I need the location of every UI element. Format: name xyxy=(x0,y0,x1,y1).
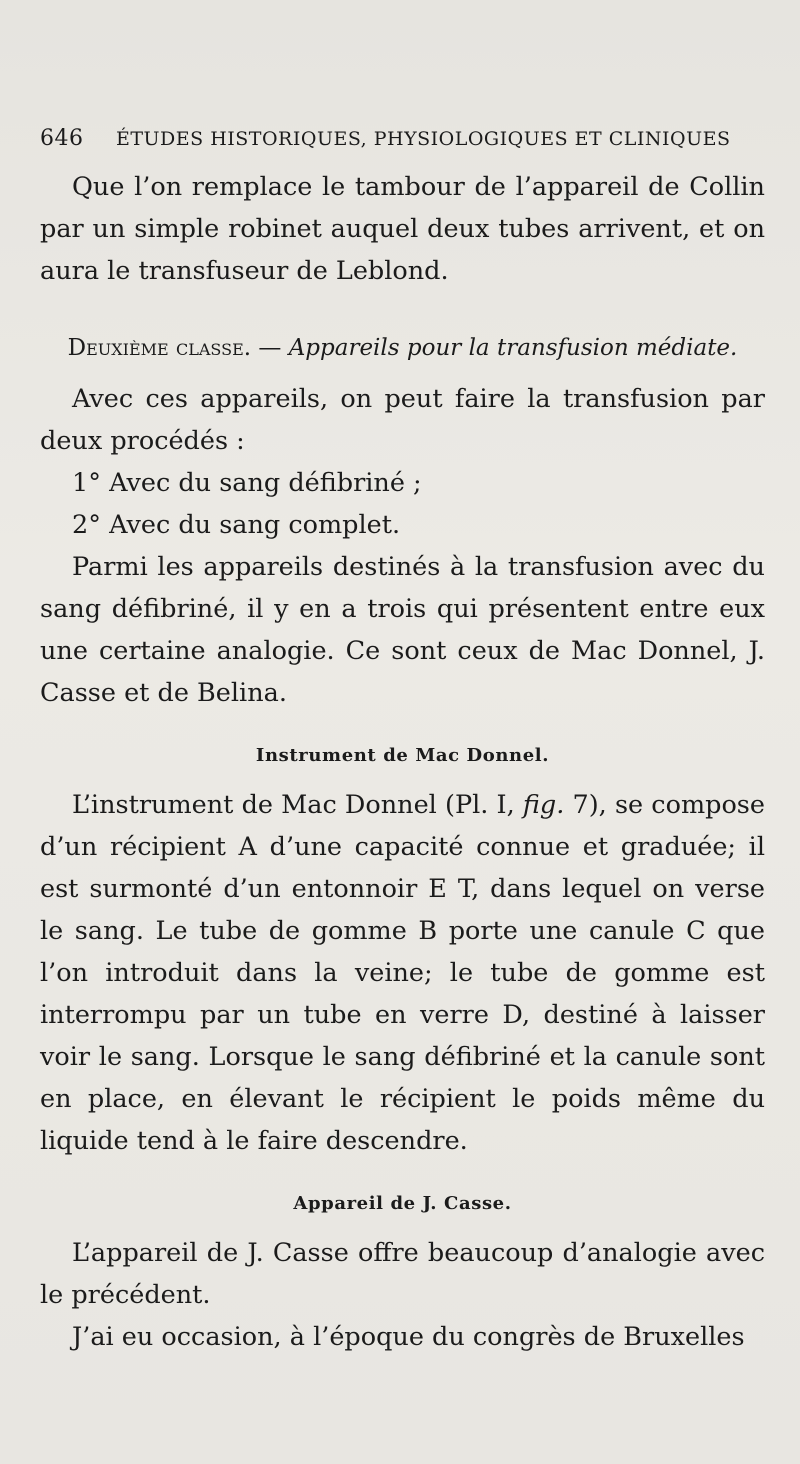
classe-title: Appareils pour la transfusion médiate. xyxy=(288,335,738,361)
paragraph-casse: L’appareil de J. Casse offre beaucoup d’analogie avec le précédent. xyxy=(40,1238,765,1310)
list-item-complet: 2° Avec du sang complet. xyxy=(72,510,401,540)
paragraph-bruxelles: J’ai eu occasion, à l’époque du congrès de Bruxelles xyxy=(72,1322,745,1352)
list-item-defibrine: 1° Avec du sang défibriné ; xyxy=(72,468,422,498)
paragraph-procedes: Avec ces appareils, on peut faire la transfusion par deux procédés : xyxy=(40,384,765,456)
mac-donnel-text-b: 7), se compose d’un récipient A d’une capacité connue et graduée; il est surmonté d’un entonnoir E T, dans lequel on verse le sang. Le tube de gomme B porte une canule C que l’on introduit dans la veine; le tube de gomme est interrompu par un tube en verre D, destiné à laisser voir le sang. Lorsque le sang défibriné et la canule sont en place, en élevant le récipient le poids même du liquide tend à le faire descendre. xyxy=(40,790,765,1156)
mac-donnel-text-a: L’instrument de Mac Donnel (Pl. I, xyxy=(72,790,523,820)
section-title-deuxieme-classe xyxy=(40,332,765,364)
paragraph-leblond: Que l’on remplace le tambour de l’appareil de Collin par un simple robinet auquel deux tubes arrivent, et on aura le transfuseur de Leblond. xyxy=(40,172,765,286)
running-head: ÉTUDES HISTORIQUES, PHYSIOLOGIQUES ET CLINIQUES xyxy=(116,128,731,150)
page-header xyxy=(40,120,760,150)
classe-lead: Deuxième classe. xyxy=(67,335,252,361)
page-number: 646 xyxy=(40,126,84,151)
paragraph-analogie: Parmi les appareils destinés à la transfusion avec du sang défibriné, il y en a trois qui présentent entre eux une certaine analogie. Ce sont ceux de Mac Donnel, J. Casse et de Belina. xyxy=(40,552,765,708)
heading-casse: Appareil de J. Casse. xyxy=(293,1193,512,1214)
paragraph-mac-donnel xyxy=(40,784,765,1162)
heading-mac-donnel: Instrument de Mac Donnel. xyxy=(255,745,550,766)
body-text xyxy=(40,166,765,1358)
classe-dash: — xyxy=(251,335,289,361)
fig-reference: fig. xyxy=(522,790,565,820)
